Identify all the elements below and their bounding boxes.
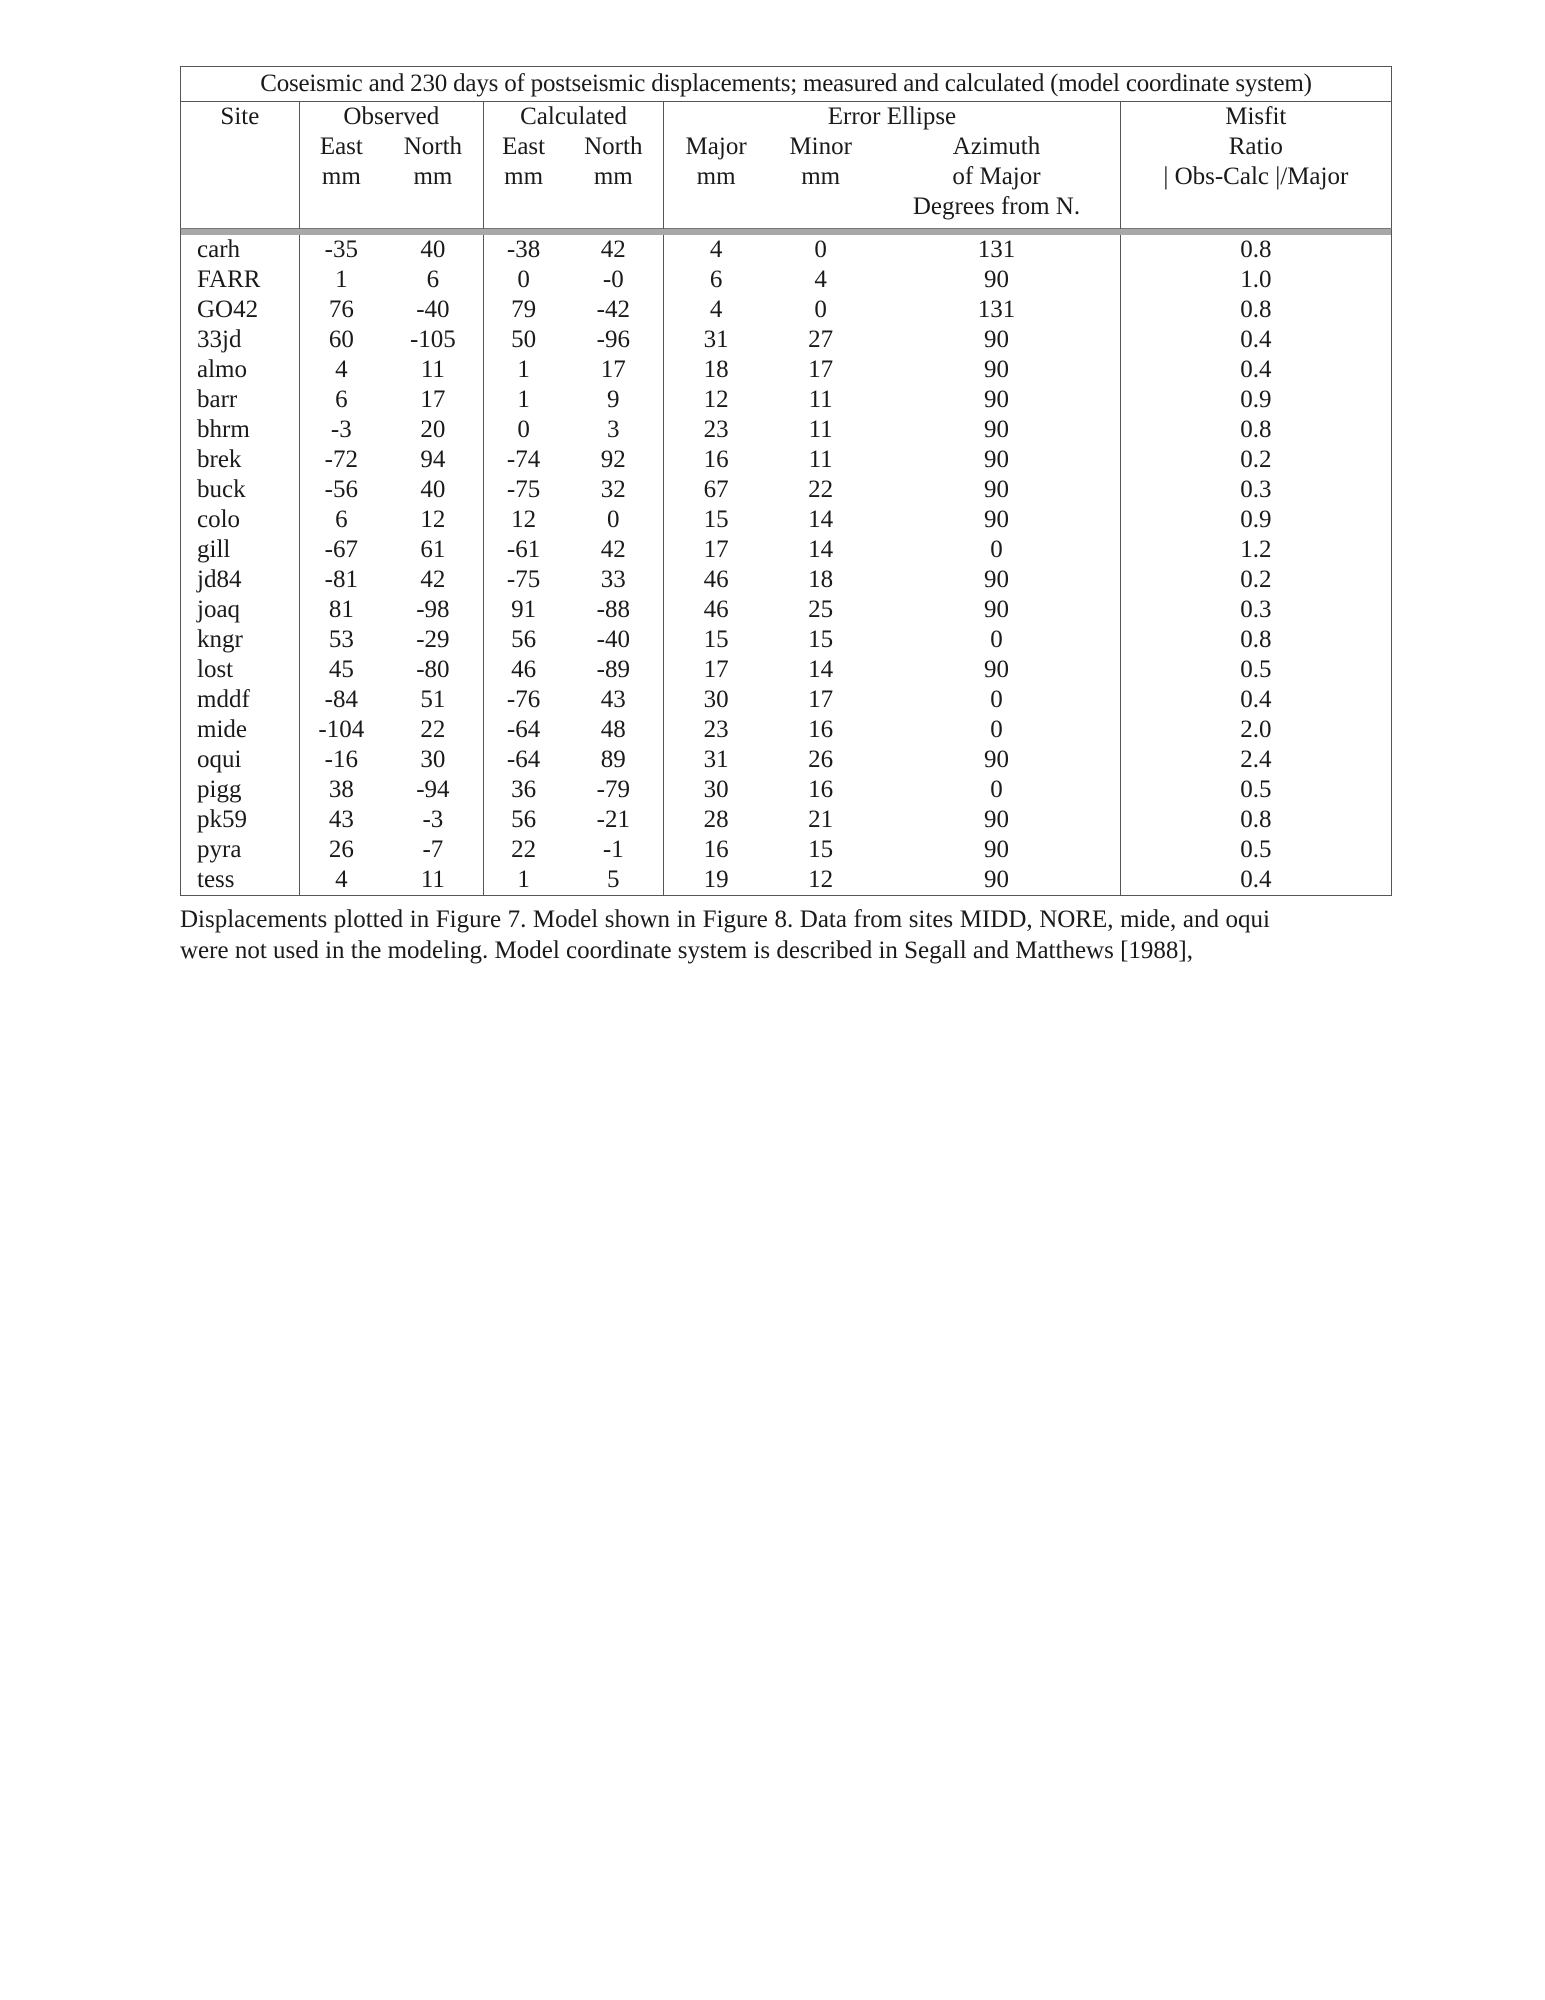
- cell-azimuth: 0: [873, 775, 1120, 805]
- cell-calculated-north: -21: [563, 805, 663, 835]
- cell-observed-north: 51: [383, 685, 483, 715]
- cell-azimuth: 131: [873, 235, 1120, 265]
- cell-major: 23: [703, 416, 729, 443]
- cell-observed-north: -80: [383, 655, 483, 685]
- cell-site: oqui: [181, 745, 300, 775]
- cell-major: 30: [703, 686, 729, 713]
- cell-calculated-north: -0: [563, 265, 663, 295]
- cell-site: pigg: [181, 775, 300, 805]
- cell-observed-north: 40: [383, 475, 483, 505]
- cell-major: 4: [709, 296, 723, 323]
- cell-observed-north: 20: [383, 415, 483, 445]
- cell-minor: 17: [808, 356, 834, 383]
- cell-site: jd84: [181, 565, 300, 595]
- cell-calculated-north: 43: [563, 685, 663, 715]
- cell-observed-east: -81: [324, 566, 358, 593]
- cell-calculated-east: -75: [506, 476, 541, 503]
- header-degrees-from-n: Degrees from N.: [873, 192, 1120, 229]
- cell-observed-east: -35: [324, 236, 358, 263]
- table-row: [181, 415, 1392, 445]
- cell-observed-east: -104: [318, 716, 365, 743]
- cell-minor: 16: [808, 776, 834, 803]
- cell-observed-north: 6: [383, 265, 483, 295]
- cell-calculated-east: 22: [511, 836, 537, 863]
- cell-minor: 4: [814, 266, 827, 293]
- table-row: [181, 595, 1392, 625]
- cell-calculated-north: -88: [563, 595, 663, 625]
- cell-observed-north: -3: [383, 805, 483, 835]
- cell-site: bhrm: [181, 415, 300, 445]
- cell-calculated-north: -40: [563, 625, 663, 655]
- cell-calculated-east: -75: [506, 566, 541, 593]
- cell-major: 17: [703, 536, 729, 563]
- cell-site: mide: [181, 715, 300, 745]
- cell-minor: 18: [808, 566, 834, 593]
- cell-minor: 27: [808, 326, 834, 353]
- cell-calculated-north: 9: [563, 385, 663, 415]
- cell-observed-north: 61: [383, 535, 483, 565]
- cell-minor: 11: [808, 416, 833, 443]
- cell-misfit: 1.2: [1240, 536, 1272, 563]
- cell-calculated-north: 17: [563, 355, 663, 385]
- header-azimuth: Azimuth: [873, 132, 1120, 162]
- cell-observed-east: 45: [328, 656, 354, 683]
- cell-azimuth: 90: [873, 505, 1120, 535]
- cell-calculated-east: -38: [506, 236, 541, 263]
- cell-misfit: 0.8: [1240, 626, 1272, 653]
- cell-major: 31: [703, 746, 729, 773]
- cell-observed-north: 30: [383, 745, 483, 775]
- cell-calculated-north: 42: [563, 235, 663, 265]
- table-row: [181, 295, 1392, 325]
- displacement-table: [180, 66, 1392, 896]
- cell-calculated-north: -89: [563, 655, 663, 685]
- cell-calculated-north: 89: [563, 745, 663, 775]
- table-footnote: Displacements plotted in Figure 7. Model shown in Figure 8. Data from sites MIDD, NORE, mide, and oqui were not used in the modeling. Model coordinate system is described in Segall and Matthews [1988],: [180, 906, 1270, 964]
- cell-calculated-north: 3: [563, 415, 663, 445]
- cell-calculated-north: -79: [563, 775, 663, 805]
- header-calculated-east: East: [502, 133, 546, 160]
- cell-calculated-north: 0: [563, 505, 663, 535]
- cell-azimuth: 0: [873, 535, 1120, 565]
- cell-site: pyra: [181, 835, 300, 865]
- cell-misfit: 0.9: [1240, 386, 1272, 413]
- cell-major: 30: [703, 776, 729, 803]
- cell-site: tess: [181, 865, 300, 896]
- cell-observed-north: -94: [383, 775, 483, 805]
- cell-observed-east: 6: [335, 506, 348, 533]
- cell-azimuth: 90: [873, 835, 1120, 865]
- cell-minor: 14: [808, 536, 834, 563]
- cell-misfit: 0.4: [1240, 356, 1272, 383]
- cell-site: joaq: [181, 595, 300, 625]
- cell-misfit: 0.4: [1240, 686, 1272, 713]
- cell-major: 12: [703, 386, 729, 413]
- cell-calculated-north: 5: [563, 865, 663, 896]
- header-major: Major: [685, 133, 747, 160]
- cell-site: gill: [181, 535, 300, 565]
- cell-observed-east: -84: [324, 686, 358, 713]
- cell-major: 4: [709, 236, 723, 263]
- cell-site: brek: [181, 445, 300, 475]
- cell-calculated-east: 46: [511, 656, 537, 683]
- table-row: [181, 625, 1392, 655]
- cell-calculated-east: 50: [511, 326, 537, 353]
- cell-azimuth: 90: [873, 415, 1120, 445]
- table-row: [181, 805, 1392, 835]
- cell-observed-east: 4: [335, 866, 348, 893]
- cell-misfit: 0.2: [1240, 566, 1272, 593]
- cell-misfit: 0.4: [1240, 326, 1272, 353]
- cell-calculated-east: -64: [506, 746, 541, 773]
- cell-calculated-east: 0: [517, 266, 530, 293]
- cell-azimuth: 0: [873, 625, 1120, 655]
- cell-observed-north: 40: [383, 235, 483, 265]
- cell-misfit: 0.5: [1240, 836, 1272, 863]
- cell-observed-east: 6: [335, 386, 348, 413]
- table-row: [181, 865, 1392, 896]
- cell-major: 15: [703, 626, 729, 653]
- cell-calculated-east: 91: [511, 596, 537, 623]
- cell-calculated-north: 32: [563, 475, 663, 505]
- cell-minor: 0: [814, 236, 827, 263]
- cell-calculated-east: 79: [511, 296, 537, 323]
- cell-minor: 11: [808, 386, 833, 413]
- cell-site: pk59: [181, 805, 300, 835]
- cell-misfit: 0.8: [1240, 236, 1272, 263]
- cell-calculated-east: 1: [517, 866, 530, 893]
- cell-misfit: 0.9: [1240, 506, 1272, 533]
- cell-observed-north: 12: [383, 505, 483, 535]
- cell-azimuth: 0: [873, 685, 1120, 715]
- cell-minor: 15: [808, 836, 834, 863]
- cell-site: almo: [181, 355, 300, 385]
- cell-misfit: 0.8: [1240, 296, 1272, 323]
- cell-observed-north: -105: [383, 325, 483, 355]
- header-observed-east: East: [319, 133, 363, 160]
- cell-calculated-east: 36: [511, 776, 537, 803]
- cell-observed-north: 11: [383, 355, 483, 385]
- cell-major: 16: [703, 446, 729, 473]
- table-row: [181, 445, 1392, 475]
- cell-azimuth: 90: [873, 865, 1120, 896]
- header-misfit: Misfit: [1225, 103, 1287, 130]
- header-observed-north: North: [383, 132, 483, 162]
- cell-azimuth: 0: [873, 715, 1120, 745]
- cell-major: 67: [703, 476, 729, 503]
- table-row: [181, 535, 1392, 565]
- cell-minor: 14: [808, 506, 834, 533]
- cell-azimuth: 90: [873, 325, 1120, 355]
- cell-minor: 17: [808, 686, 834, 713]
- cell-observed-east: 60: [328, 326, 354, 353]
- cell-azimuth: 90: [873, 385, 1120, 415]
- cell-major: 18: [703, 356, 729, 383]
- cell-major: 19: [703, 866, 729, 893]
- cell-azimuth: 90: [873, 475, 1120, 505]
- cell-major: 28: [703, 806, 729, 833]
- cell-minor: 16: [808, 716, 834, 743]
- cell-site: buck: [181, 475, 300, 505]
- cell-calculated-east: -74: [506, 446, 541, 473]
- cell-calculated-east: 1: [517, 356, 530, 383]
- table-row: [181, 385, 1392, 415]
- cell-major: 15: [703, 506, 729, 533]
- header-ratio: Ratio: [1228, 133, 1283, 160]
- cell-azimuth: 90: [873, 655, 1120, 685]
- cell-observed-east: 26: [328, 836, 354, 863]
- cell-observed-east: 4: [335, 356, 348, 383]
- table-row: [181, 325, 1392, 355]
- cell-calculated-north: 33: [563, 565, 663, 595]
- cell-observed-east: -16: [324, 746, 358, 773]
- cell-calculated-north: 48: [563, 715, 663, 745]
- cell-major: 23: [703, 716, 729, 743]
- header-calculated: Calculated: [483, 102, 663, 133]
- cell-observed-east: -56: [324, 476, 358, 503]
- cell-minor: 21: [808, 806, 834, 833]
- header-error-ellipse: Error Ellipse: [664, 102, 1120, 133]
- cell-misfit: 0.5: [1240, 656, 1272, 683]
- cell-misfit: 0.4: [1240, 866, 1272, 893]
- cell-misfit: 1.0: [1240, 266, 1272, 293]
- table-body: [181, 235, 1392, 896]
- cell-azimuth: 131: [873, 295, 1120, 325]
- table-row: [181, 715, 1392, 745]
- cell-azimuth: 90: [873, 265, 1120, 295]
- cell-observed-east: -3: [330, 416, 352, 443]
- table-row: [181, 265, 1392, 295]
- table-row: [181, 655, 1392, 685]
- cell-misfit: 0.2: [1240, 446, 1272, 473]
- header-observed: Observed: [299, 102, 483, 133]
- cell-calculated-east: 56: [511, 626, 537, 653]
- cell-calculated-east: -64: [506, 716, 541, 743]
- cell-observed-east: 1: [335, 266, 348, 293]
- cell-major: 31: [703, 326, 729, 353]
- cell-observed-east: 43: [328, 806, 354, 833]
- cell-major: 16: [703, 836, 729, 863]
- cell-calculated-north: -42: [563, 295, 663, 325]
- cell-observed-north: 22: [383, 715, 483, 745]
- cell-observed-east: 38: [328, 776, 354, 803]
- cell-site: barr: [181, 385, 300, 415]
- cell-observed-east: -72: [324, 446, 358, 473]
- header-minor: Minor: [789, 133, 852, 160]
- header-calculated-north: North: [563, 132, 663, 162]
- cell-major: 17: [703, 656, 729, 683]
- table-row: [181, 235, 1392, 265]
- header-unit-major: mm: [696, 163, 736, 190]
- cell-observed-north: 11: [383, 865, 483, 896]
- cell-site: colo: [181, 505, 300, 535]
- cell-misfit: 2.4: [1240, 746, 1272, 773]
- cell-calculated-east: 1: [517, 386, 530, 413]
- cell-calculated-north: 92: [563, 445, 663, 475]
- cell-azimuth: 90: [873, 445, 1120, 475]
- cell-azimuth: 90: [873, 355, 1120, 385]
- cell-misfit: 0.3: [1240, 476, 1272, 503]
- cell-calculated-east: 12: [511, 506, 537, 533]
- table-row: [181, 475, 1392, 505]
- cell-calculated-east: 56: [511, 806, 537, 833]
- table-row: [181, 775, 1392, 805]
- cell-observed-north: -7: [383, 835, 483, 865]
- header-site: Site: [181, 102, 300, 133]
- cell-observed-north: 17: [383, 385, 483, 415]
- cell-minor: 15: [808, 626, 834, 653]
- cell-observed-north: 94: [383, 445, 483, 475]
- header-of-major: of Major: [873, 162, 1120, 192]
- cell-major: 6: [709, 266, 723, 293]
- table-caption: Coseismic and 230 days of postseismic displacements; measured and calculated (model coordinate system): [181, 67, 1392, 102]
- cell-observed-east: 53: [328, 626, 354, 653]
- cell-calculated-north: -96: [563, 325, 663, 355]
- cell-major: 46: [703, 596, 729, 623]
- header-unit-obs-north: mm: [383, 162, 483, 192]
- header-unit-calc-north: mm: [563, 162, 663, 192]
- cell-observed-north: -29: [383, 625, 483, 655]
- table-row: [181, 685, 1392, 715]
- cell-azimuth: 90: [873, 565, 1120, 595]
- cell-observed-east: 81: [328, 596, 354, 623]
- cell-observed-north: -98: [383, 595, 483, 625]
- header-obs-calc: | Obs-Calc |/Major: [1163, 163, 1349, 190]
- cell-observed-east: -67: [324, 536, 358, 563]
- cell-minor: 26: [808, 746, 834, 773]
- cell-minor: 22: [808, 476, 834, 503]
- cell-minor: 14: [808, 656, 834, 683]
- cell-misfit: 0.3: [1240, 596, 1272, 623]
- cell-azimuth: 90: [873, 595, 1120, 625]
- cell-observed-north: 42: [383, 565, 483, 595]
- cell-azimuth: 90: [873, 745, 1120, 775]
- cell-misfit: 0.8: [1240, 416, 1272, 443]
- header-unit-calc-east: mm: [504, 163, 544, 190]
- cell-calculated-east: 0: [517, 416, 530, 443]
- cell-observed-east: 76: [328, 296, 354, 323]
- cell-misfit: 0.8: [1240, 806, 1272, 833]
- cell-observed-north: -40: [383, 295, 483, 325]
- cell-site: FARR: [181, 265, 300, 295]
- cell-minor: 12: [808, 866, 834, 893]
- cell-site: mddf: [181, 685, 300, 715]
- cell-azimuth: 90: [873, 805, 1120, 835]
- table-row: [181, 505, 1392, 535]
- cell-calculated-north: -1: [563, 835, 663, 865]
- table-row: [181, 355, 1392, 385]
- cell-misfit: 2.0: [1240, 716, 1272, 743]
- cell-site: carh: [181, 235, 300, 265]
- cell-misfit: 0.5: [1240, 776, 1272, 803]
- cell-minor: 11: [808, 446, 833, 473]
- cell-calculated-east: -76: [506, 686, 541, 713]
- header-unit-minor: mm: [801, 163, 841, 190]
- cell-site: 33jd: [181, 325, 300, 355]
- table-row: [181, 745, 1392, 775]
- table-row: [181, 835, 1392, 865]
- cell-calculated-east: -61: [506, 536, 541, 563]
- cell-minor: 25: [808, 596, 834, 623]
- header-unit-obs-east: mm: [321, 163, 361, 190]
- cell-calculated-north: 42: [563, 535, 663, 565]
- cell-site: GO42: [181, 295, 300, 325]
- table-row: [181, 565, 1392, 595]
- cell-site: lost: [181, 655, 300, 685]
- cell-site: kngr: [181, 625, 300, 655]
- cell-minor: 0: [814, 296, 827, 323]
- cell-major: 46: [703, 566, 729, 593]
